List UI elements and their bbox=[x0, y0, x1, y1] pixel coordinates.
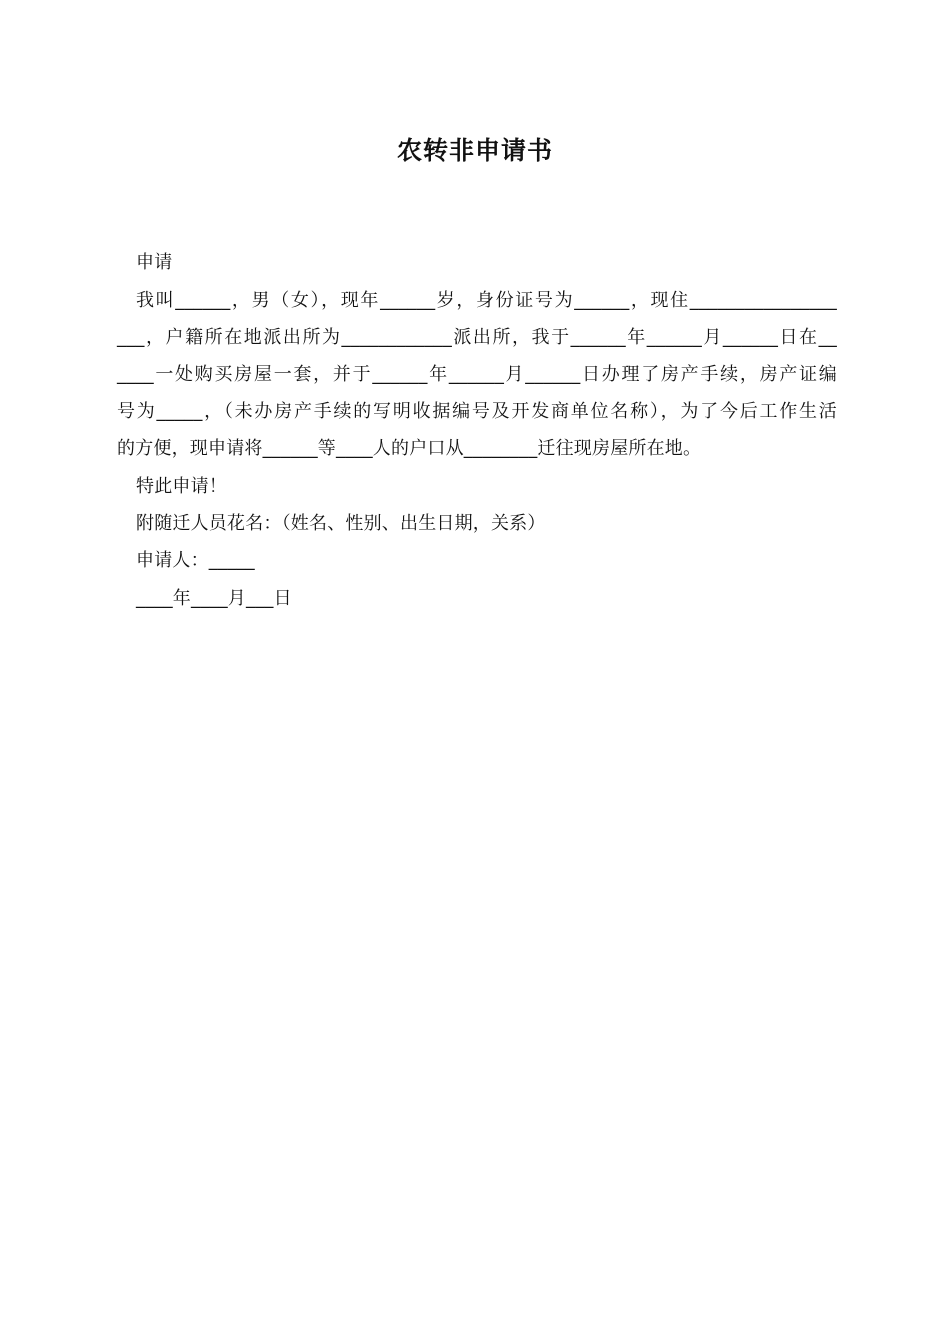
attachment-note: 附随迁人员花名：（姓名、性别、出生日期，关系） bbox=[136, 513, 546, 534]
body-line-5: 的方便，现申请将______等____人的户口从________迁往现房屋所在地。 bbox=[117, 438, 702, 459]
salutation: 申请 bbox=[136, 252, 173, 273]
date-line: ____年____月___日 bbox=[136, 588, 292, 609]
body-line-1: 我叫______，男（女），现年______岁，身份证号为______，现住________________ bbox=[136, 290, 837, 311]
body-line-4: 号为_____，（未办房产手续的写明收据编号及开发商单位名称），为了今后工作生活 bbox=[117, 401, 837, 422]
applicant-line: 申请人：_____ bbox=[136, 550, 255, 571]
body-line-3: ____一处购买房屋一套，并于______年______月______日办理了房产手续，房产证编 bbox=[117, 364, 837, 385]
closing-text: 特此申请！ bbox=[136, 476, 227, 497]
document-title: 农转非申请书 bbox=[396, 136, 553, 165]
body-line-2: ___，户籍所在地派出所为____________派出所，我于______年______月______日在__ bbox=[117, 327, 837, 348]
